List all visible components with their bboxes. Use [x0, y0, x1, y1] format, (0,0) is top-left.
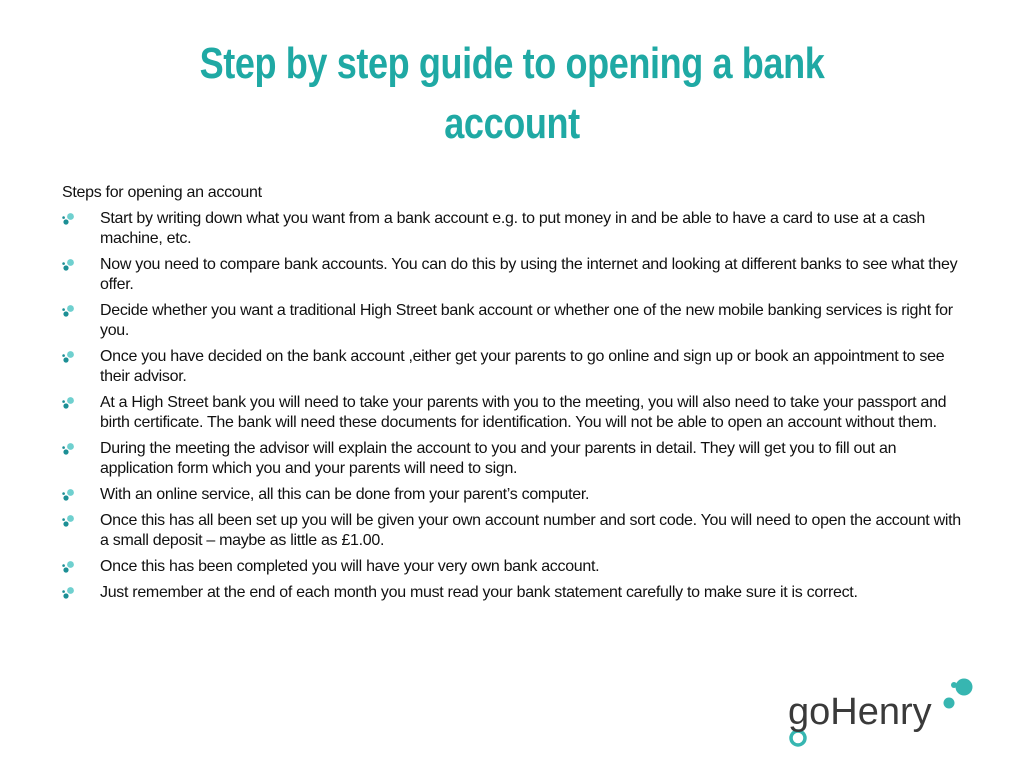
bullet-dots-icon: [62, 488, 76, 502]
list-item: [62, 301, 962, 341]
step-text: Start by writing down what you want from a bank account e.g. to put money in and be able to have a card to use at a cash machine, etc.: [100, 210, 925, 247]
step-text: Now you need to compare bank accounts. You can do this by using the internet and looking at different banks to see what they offer.: [100, 256, 958, 293]
bullet-dots-icon: [62, 350, 76, 364]
list-item: [62, 255, 962, 295]
step-text: With an online service, all this can be done from your parent’s computer.: [100, 486, 590, 503]
slide-content: [62, 183, 962, 609]
list-item: [62, 393, 962, 433]
step-text: Once this has been completed you will have your very own bank account.: [100, 558, 600, 575]
intro-text: Steps for opening an account: [62, 184, 262, 201]
list-item: [62, 557, 962, 577]
bullet-dots-icon: [62, 396, 76, 410]
slide-title: Step by step guide to opening a bank account: [199, 39, 825, 148]
bullet-dots-icon: [62, 560, 76, 574]
list-item: [62, 485, 962, 505]
bullet-dots-icon: [62, 514, 76, 528]
step-text: At a High Street bank you will need to take your parents with you to the meeting, you will also need to take your passport and birth certificate. The bank will need these documents for identification. You will not be able to open an account without them.: [100, 394, 947, 431]
bullet-dots-icon: [62, 258, 76, 272]
bullet-dots-icon: [62, 442, 76, 456]
bullet-dots-icon: [62, 304, 76, 318]
bullet-dots-icon: [62, 586, 76, 600]
step-text: Decide whether you want a traditional High Street bank account or whether one of the new mobile banking services is right for you.: [100, 302, 953, 339]
step-text: During the meeting the advisor will explain the account to you and your parents in detail. They will get you to fill out an application form which you and your parents will need to sign.: [100, 440, 897, 477]
bullet-dots-icon: [62, 212, 76, 226]
logo-wordmark: goHenry: [788, 691, 932, 733]
step-text: Once you have decided on the bank account ,either get your parents to go online and sign up or book an appointment to see their advisor.: [100, 348, 945, 385]
step-text: Once this has all been set up you will be given your own account number and sort code. You will need to open the account with a small deposit – maybe as little as £1.00.: [100, 512, 961, 549]
gohenry-logo: [782, 676, 978, 752]
list-item: [62, 583, 962, 603]
list-item: [62, 511, 962, 551]
list-item: [62, 347, 962, 387]
steps-list: [62, 209, 962, 603]
list-item: [62, 209, 962, 249]
step-text: Just remember at the end of each month you must read your bank statement carefully to make sure it is correct.: [100, 584, 858, 601]
list-item: [62, 439, 962, 479]
